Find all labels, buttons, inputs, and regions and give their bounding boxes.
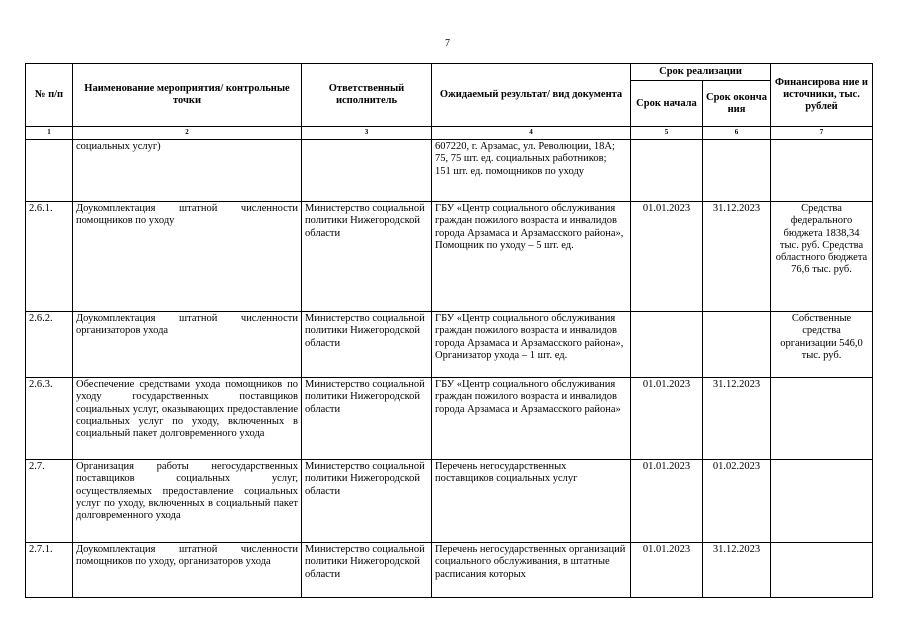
header-implementation-period: Срок реализации <box>631 64 771 81</box>
start-date: 01.01.2023 <box>631 202 703 312</box>
header-executor: Ответственный исполнитель <box>302 64 432 127</box>
column-number: 6 <box>703 127 771 140</box>
executor: Министерство социальной политики Нижегородской области <box>302 543 432 598</box>
page-number: 7 <box>445 38 450 49</box>
column-number: 7 <box>771 127 873 140</box>
executor <box>302 140 432 202</box>
table-row <box>26 378 873 460</box>
financing <box>771 140 873 202</box>
expected-result: ГБУ «Центр социального обслуживания граждан пожилого возраста и инвалидов города Арзамаса и Арзамасского района» <box>432 378 631 460</box>
financing <box>771 460 873 543</box>
start-date <box>631 312 703 378</box>
start-date <box>631 140 703 202</box>
end-date: 31.12.2023 <box>703 378 771 460</box>
end-date: 31.12.2023 <box>703 543 771 598</box>
end-date <box>703 312 771 378</box>
header-number: № п/п <box>26 64 73 127</box>
expected-result: Перечень негосударственных организаций социального обслуживания, в штатные расписания которых <box>432 543 631 598</box>
expected-result: Перечень негосударственных поставщиков социальных услуг <box>432 460 631 543</box>
table-row <box>26 460 873 543</box>
measure-name: Обеспечение средствами ухода помощников по уходу государственных поставщиков социальных услуг, оказывающих предоставление социальных услуг по уходу, включенных в социальный пакет долговременного ухода <box>73 378 302 460</box>
header-measure-name: Наименование мероприятия/ контрольные точки <box>73 64 302 127</box>
executor: Министерство социальной политики Нижегородской области <box>302 378 432 460</box>
table-row <box>26 140 873 202</box>
column-number: 5 <box>631 127 703 140</box>
end-date: 01.02.2023 <box>703 460 771 543</box>
table-row <box>26 543 873 598</box>
executor: Министерство социальной политики Нижегородской области <box>302 460 432 543</box>
financing: Собственные средства организации 546,0 тыс. руб. <box>771 312 873 378</box>
end-date <box>703 140 771 202</box>
row-number: 2.6.3. <box>26 378 73 460</box>
start-date: 01.01.2023 <box>631 378 703 460</box>
row-number: 2.6.1. <box>26 202 73 312</box>
expected-result: ГБУ «Центр социального обслуживания граждан пожилого возраста и инвалидов города Арзамаса и Арзамасского района», Организатор ухода – 1 шт. ед. <box>432 312 631 378</box>
column-number: 3 <box>302 127 432 140</box>
header-end-date: Срок оконча ния <box>703 81 771 127</box>
header-start-date: Срок начала <box>631 81 703 127</box>
row-number: 2.7. <box>26 460 73 543</box>
row-number: 2.6.2. <box>26 312 73 378</box>
header-expected-result: Ожидаемый результат/ вид документа <box>432 64 631 127</box>
column-numbers-row <box>26 127 873 140</box>
measures-table <box>25 63 873 598</box>
header-financing: Финансирова ние и источники, тыс. рублей <box>771 64 873 127</box>
end-date: 31.12.2023 <box>703 202 771 312</box>
column-number: 2 <box>73 127 302 140</box>
executor: Министерство социальной политики Нижегородской области <box>302 312 432 378</box>
measure-name: Доукомплектация штатной численности организаторов ухода <box>73 312 302 378</box>
column-number: 1 <box>26 127 73 140</box>
measure-name: социальных услуг) <box>73 140 302 202</box>
measure-name: Организация работы негосударственных поставщиков социальных услуг, осуществляемых предоставление социальных услуг по уходу, включенных в социальный пакет долговременного ухода <box>73 460 302 543</box>
row-number <box>26 140 73 202</box>
measure-name: Доукомплектация штатной численности помощников по уходу, организаторов ухода <box>73 543 302 598</box>
start-date: 01.01.2023 <box>631 460 703 543</box>
column-number: 4 <box>432 127 631 140</box>
expected-result: ГБУ «Центр социального обслуживания граждан пожилого возраста и инвалидов города Арзамаса и Арзамасского района», Помощник по уходу – 5 шт. ед. <box>432 202 631 312</box>
start-date: 01.01.2023 <box>631 543 703 598</box>
financing: Средства федерального бюджета 1838,34 тыс. руб. Средства областного бюджета 76,6 тыс. руб. <box>771 202 873 312</box>
executor: Министерство социальной политики Нижегородской области <box>302 202 432 312</box>
expected-result: 607220, г. Арзамас, ул. Революции, 18А; 75, 75 шт. ед. социальных работников; 151 шт. ед. помощников по уходу <box>432 140 631 202</box>
financing <box>771 378 873 460</box>
table-row <box>26 312 873 378</box>
row-number: 2.7.1. <box>26 543 73 598</box>
financing <box>771 543 873 598</box>
table-row <box>26 202 873 312</box>
measure-name: Доукомплектация штатной численности помощников по уходу <box>73 202 302 312</box>
